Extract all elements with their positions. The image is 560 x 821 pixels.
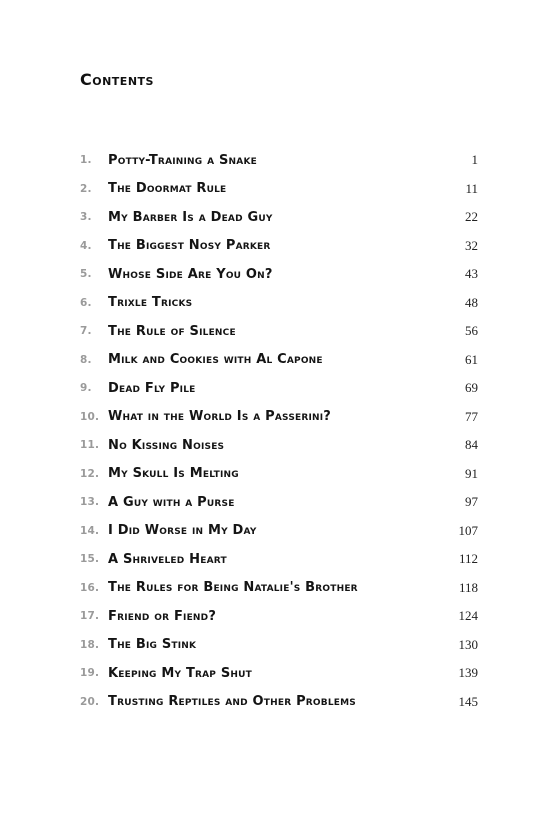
toc-entry — [80, 232, 478, 261]
chapter-page-number: 112 — [458, 551, 478, 567]
chapter-page-number: 139 — [458, 665, 478, 681]
chapter-title: Keeping My Trap Shut — [108, 665, 252, 681]
chapter-title: Trusting Reptiles and Other Problems — [108, 694, 356, 710]
toc-entry — [80, 488, 478, 517]
toc-entry — [80, 203, 478, 232]
chapter-page-number: 77 — [465, 408, 478, 424]
chapter-number: 13. — [80, 496, 100, 509]
chapter-page-number: 22 — [465, 209, 478, 225]
chapter-number: 9. — [80, 382, 92, 395]
chapter-title: What in the World Is a Passerini? — [108, 409, 332, 425]
chapter-number: 6. — [80, 296, 92, 309]
chapter-number: 12. — [80, 467, 100, 480]
chapter-page-number: 124 — [458, 608, 478, 624]
toc-entry — [80, 517, 478, 546]
chapter-number: 1. — [80, 154, 92, 167]
chapter-title: Whose Side Are You On? — [108, 266, 273, 282]
chapter-number: 8. — [80, 353, 92, 366]
toc-entry — [80, 374, 478, 403]
toc-entry — [80, 317, 478, 346]
toc-entry — [80, 175, 478, 204]
chapter-title: The Rule of Silence — [108, 323, 236, 339]
chapter-page-number: 61 — [465, 351, 478, 367]
chapter-title: My Barber Is a Dead Guy — [108, 209, 273, 225]
toc-entry — [80, 602, 478, 631]
chapter-page-number: 107 — [458, 522, 478, 538]
chapter-number: 18. — [80, 638, 100, 651]
toc-entry — [80, 631, 478, 660]
chapter-title: The Doormat Rule — [108, 181, 227, 197]
chapter-number: 14. — [80, 524, 100, 537]
chapter-page-number: 130 — [458, 636, 478, 652]
chapter-title: I Did Worse in My Day — [108, 523, 257, 539]
chapter-page-number: 43 — [465, 266, 478, 282]
chapter-page-number: 84 — [465, 437, 478, 453]
chapter-title: Dead Fly Pile — [108, 380, 196, 396]
chapter-page-number: 118 — [458, 579, 478, 595]
chapter-number: 7. — [80, 325, 92, 338]
chapter-page-number: 145 — [458, 693, 478, 709]
chapter-number: 20. — [80, 695, 100, 708]
chapter-title: Friend or Fiend? — [108, 608, 217, 624]
chapter-page-number: 56 — [465, 323, 478, 339]
toc-entry — [80, 403, 478, 432]
chapter-number: 15. — [80, 553, 100, 566]
chapter-page-number: 91 — [465, 465, 478, 481]
chapter-title: The Big Stink — [108, 637, 197, 653]
chapter-title: Milk and Cookies with Al Capone — [108, 352, 323, 368]
chapter-title: Trixle Tricks — [108, 295, 193, 311]
chapter-number: 17. — [80, 610, 100, 623]
chapter-page-number: 32 — [465, 237, 478, 253]
chapter-title: The Biggest Nosy Parker — [108, 238, 271, 254]
toc-entry — [80, 688, 478, 717]
chapter-title: The Rules for Being Natalie's Brother — [108, 580, 358, 596]
toc-entry — [80, 545, 478, 574]
chapter-page-number: 11 — [465, 180, 478, 196]
chapter-title: Potty-Training a Snake — [108, 152, 257, 168]
chapter-number: 19. — [80, 667, 100, 680]
chapter-page-number: 48 — [465, 294, 478, 310]
chapter-number: 3. — [80, 211, 92, 224]
chapter-number: 10. — [80, 410, 100, 423]
toc-entry — [80, 431, 478, 460]
chapter-number: 4. — [80, 239, 92, 252]
toc-entry — [80, 346, 478, 375]
chapter-number: 5. — [80, 268, 92, 281]
chapter-page-number: 1 — [471, 152, 478, 168]
chapter-number: 11. — [80, 439, 100, 452]
toc-entry — [80, 460, 478, 489]
toc-entry — [80, 659, 478, 688]
chapter-title: A Guy with a Purse — [108, 494, 235, 510]
contents-heading: Contents — [80, 70, 154, 89]
toc-entry — [80, 574, 478, 603]
table-of-contents — [80, 146, 478, 716]
chapter-title: A Shriveled Heart — [108, 551, 227, 567]
toc-entry — [80, 146, 478, 175]
chapter-number: 16. — [80, 581, 100, 594]
chapter-number: 2. — [80, 182, 92, 195]
chapter-title: My Skull Is Melting — [108, 466, 239, 482]
chapter-title: No Kissing Noises — [108, 437, 225, 453]
toc-entry — [80, 289, 478, 318]
chapter-page-number: 69 — [465, 380, 478, 396]
chapter-page-number: 97 — [465, 494, 478, 510]
toc-entry — [80, 260, 478, 289]
